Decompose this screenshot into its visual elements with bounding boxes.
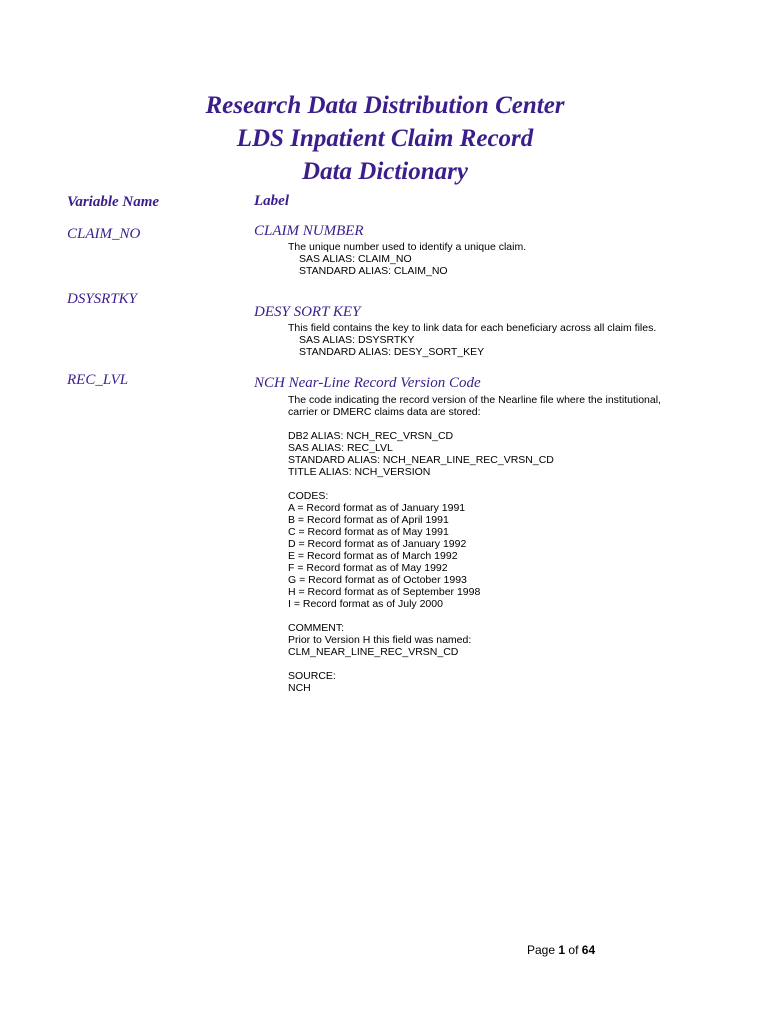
document-title: [0, 89, 770, 188]
total-pages-number: 64: [581, 943, 596, 957]
spacer: [288, 478, 661, 490]
label-desy-sort-key: DESY SORT KEY: [254, 304, 361, 320]
description-rec-lvl: [288, 394, 661, 694]
code-line: A = Record format as of January 1991: [288, 502, 466, 514]
standard-alias: STANDARD ALIAS: DESY_SORT_KEY: [299, 346, 485, 358]
variable-claim-no: CLAIM_NO: [67, 226, 141, 242]
comment-line: Prior to Version H this field was named:: [288, 634, 472, 646]
label-header: Label: [254, 193, 289, 209]
alias-line: DB2 ALIAS: NCH_REC_VRSN_CD: [288, 430, 454, 442]
title-line-1: Research Data Distribution Center: [205, 92, 565, 119]
variable-rec-lvl: REC_LVL: [67, 372, 129, 388]
spacer: [288, 658, 661, 670]
current-page-number: 1: [558, 943, 566, 957]
codes-header: CODES:: [288, 490, 329, 502]
title-line-3: Data Dictionary: [302, 158, 468, 185]
label-nch-near-line: NCH Near-Line Record Version Code: [254, 375, 481, 391]
description-line: carrier or DMERC claims data are stored:: [288, 406, 481, 418]
spacer: [288, 418, 661, 430]
label-claim-number: CLAIM NUMBER: [254, 223, 364, 239]
code-line: H = Record format as of September 1998: [288, 586, 481, 598]
sas-alias: SAS ALIAS: CLAIM_NO: [299, 253, 412, 265]
code-line: G = Record format as of October 1993: [288, 574, 467, 586]
spacer: [288, 610, 661, 622]
comment-line: CLM_NEAR_LINE_REC_VRSN_CD: [288, 646, 459, 658]
code-line: B = Record format as of April 1991: [288, 514, 449, 526]
description-claim-no: [288, 241, 526, 277]
alias-line: SAS ALIAS: REC_LVL: [288, 442, 393, 454]
page-footer: [527, 943, 595, 957]
description-text: The unique number used to identify a unique claim.: [288, 241, 527, 253]
variable-name-header: Variable Name: [67, 194, 160, 210]
of-word: of: [568, 943, 579, 957]
comment-header: COMMENT:: [288, 622, 344, 634]
code-line: D = Record format as of January 1992: [288, 538, 467, 550]
description-dsysrtky: [288, 322, 656, 358]
standard-alias: STANDARD ALIAS: CLAIM_NO: [299, 265, 448, 277]
title-line-2: LDS Inpatient Claim Record: [236, 125, 534, 152]
code-line: I = Record format as of July 2000: [288, 598, 443, 610]
source-header: SOURCE:: [288, 670, 336, 682]
description-text: This field contains the key to link data for each beneficiary across all claim files.: [288, 322, 657, 334]
code-line: C = Record format as of May 1991: [288, 526, 449, 538]
code-line: F = Record format as of May 1992: [288, 562, 448, 574]
alias-line: TITLE ALIAS: NCH_VERSION: [288, 466, 431, 478]
sas-alias: SAS ALIAS: DSYSRTKY: [299, 334, 415, 346]
page-word: Page: [527, 943, 556, 957]
source-value: NCH: [288, 682, 311, 694]
description-line: The code indicating the record version of the Nearline file where the institutional,: [288, 394, 661, 406]
alias-line: STANDARD ALIAS: NCH_NEAR_LINE_REC_VRSN_CD: [288, 454, 554, 466]
code-line: E = Record format as of March 1992: [288, 550, 458, 562]
variable-dsysrtky: DSYSRTKY: [67, 291, 138, 307]
